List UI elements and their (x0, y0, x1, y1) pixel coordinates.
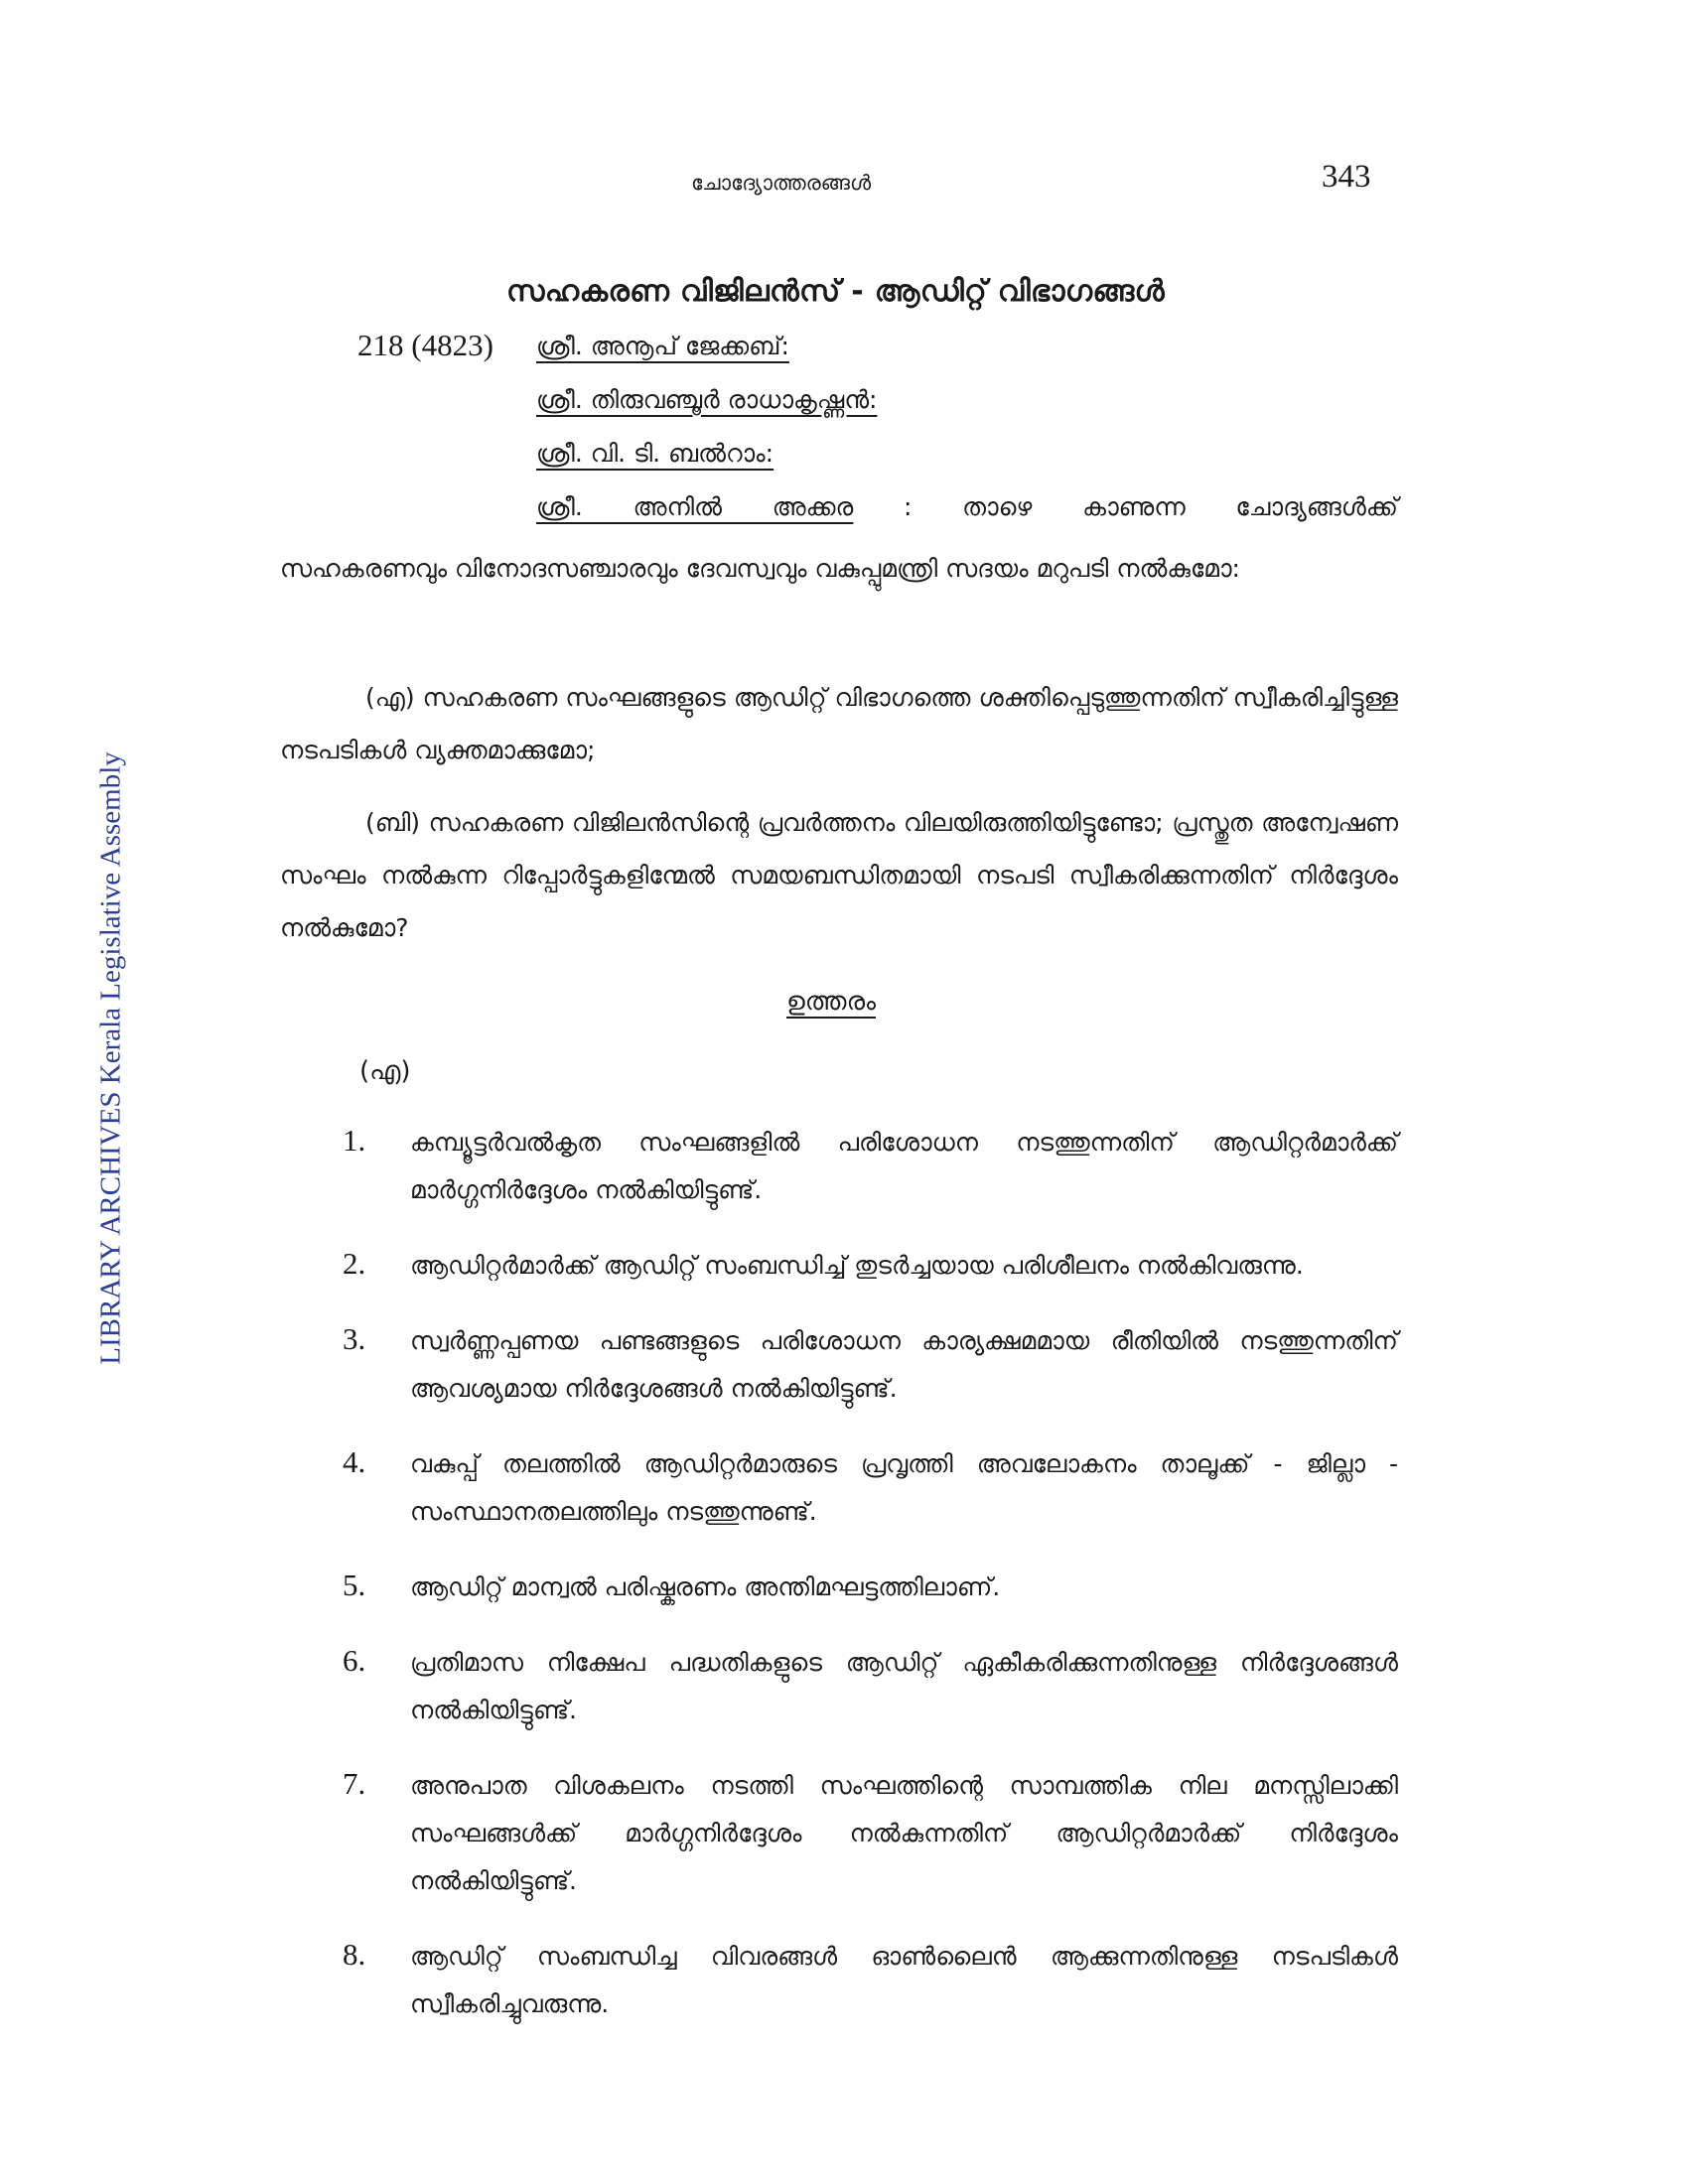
list-item-text: അനുപാത വിശകലനം നടത്തി സംഘത്തിന്റെ സാമ്പത്തിക നില മനസ്സിലാക്കി സംഘങ്ങൾക്ക് മാർഗ്ഗനിർദ്ദേശം നൽകുന്നതിന് ആഡിറ്റർമാർക്ക് നിർദ്ദേശം നൽകിയിട്ടുണ്ട്. (410, 1771, 1398, 1895)
answer-sub-label: (എ) (359, 1056, 411, 1086)
list-item (343, 1440, 1398, 1536)
list-item-number: 3. (343, 1321, 366, 1356)
list-item (343, 1762, 1398, 1905)
member-name-3: ശ്രീ. വി. ടി. ബൽറാം: (536, 439, 774, 468)
list-item-number: 2. (343, 1246, 366, 1281)
question-number: 218 (4823) (357, 328, 493, 362)
answer-list (343, 1119, 1398, 2056)
member-name-4: ശ്രീ. അനിൽ അക്കര (536, 492, 854, 521)
archive-watermark: LIBRARY ARCHIVES Kerala Legislative Assembly (94, 751, 127, 1365)
list-item-number: 5. (343, 1568, 366, 1602)
list-item-number: 7. (343, 1766, 366, 1801)
list-item (343, 1317, 1398, 1413)
list-item-number: 4. (343, 1444, 366, 1479)
list-item-text: ആഡിറ്റ് സംബന്ധിച്ച വിവരങ്ങൾ ഓൺലൈൻ ആക്കുന്നതിനുള്ള നടപടികൾ സ്വീകരിച്ചുവരുന്നു. (410, 1942, 1398, 2018)
list-item-number: 1. (343, 1123, 366, 1158)
list-item-text: കമ്പ്യൂട്ടർവൽകൃത സംഘങ്ങളിൽ പരിശോധന നടത്തുന്നതിന് ആഡിറ്റർമാർക്ക് മാർഗ്ഗനിർദ്ദേശം നൽകിയിട്ടുണ്ട്. (410, 1128, 1398, 1204)
member-name-1: ശ്രീ. അനൂപ് ജേക്കബ്: (536, 332, 789, 360)
list-item-text: പ്രതിമാസ നിക്ഷേപ പദ്ധതികളുടെ ആഡിറ്റ് ഏകീകരിക്കുന്നതിനുള്ള നിർദ്ദേശങ്ങൾ നൽകിയിട്ടുണ്ട്. (410, 1648, 1398, 1724)
intro-continuation: സഹകരണവും വിനോദസഞ്ചാരവും ദേവസ്വവും വകുപ്പുമന്ത്രി സദയം മറുപടി നൽകുമോ: (280, 554, 1240, 583)
intro-lead: : താഴെ കാണുന്ന ചോദ്യങ്ങൾക്ക് (904, 492, 1398, 521)
list-item (343, 1639, 1398, 1734)
list-item (343, 1119, 1398, 1214)
list-item-number: 8. (343, 1937, 366, 1972)
running-header-title: ചോദ്യോത്തരങ്ങൾ (691, 171, 872, 195)
list-item-text: വകുപ്പ് തലത്തിൽ ആഡിറ്റർമാരുടെ പ്രവൃത്തി അവലോകനം താലൂക്ക് - ജില്ലാ - സംസ്ഥാനതലത്തിലും നടത്തുന്നുണ്ട്. (410, 1449, 1398, 1526)
member-name-2: ശ്രീ. തിരുവഞ്ചൂർ രാധാകൃഷ്ണൻ: (536, 385, 878, 414)
list-item-number: 6. (343, 1643, 366, 1678)
list-item (343, 1933, 1398, 2028)
question-part-a: (എ) സഹകരണ സംഘങ്ങളുടെ ആഡിറ്റ് വിഭാഗത്തെ ശക്തിപ്പെടുത്തുന്നതിന് സ്വീകരിച്ചിട്ടുള്ള നടപടികൾ വ്യക്തമാക്കുമോ; (280, 683, 1398, 764)
question-part-b: (ബി) സഹകരണ വിജിലൻസിന്റെ പ്രവർത്തനം വിലയിരുത്തിയിട്ടുണ്ടോ; പ്രസ്തുത അന്വേഷണ സംഘം നൽകുന്ന റിപ്പോർട്ടുകളിന്മേൽ സമയബന്ധിതമായി നടപടി സ്വീകരിക്കുന്നതിന് നിർദ്ദേശം നൽകുമോ? (280, 808, 1398, 942)
list-item-text: ആഡിറ്റർമാർക്ക് ആഡിറ്റ് സംബന്ധിച്ച് തുടർച്ചയായ പരിശീലനം നൽകിവരുന്നു. (410, 1251, 1304, 1280)
list-item (343, 1242, 1398, 1290)
list-item-text: ആഡിറ്റ് മാന്വൽ പരിഷ്കരണം അന്തിമഘട്ടത്തിലാണ്. (410, 1572, 1001, 1601)
intro-line (536, 492, 1398, 522)
list-item-text: സ്വർണ്ണപ്പണയ പണ്ടങ്ങളുടെ പരിശോധന കാര്യക്ഷമമായ രീതിയിൽ നടത്തുന്നതിന് ആവശ്യമായ നിർദ്ദേശങ്ങൾ നൽകിയിട്ടുണ്ട്. (410, 1326, 1398, 1403)
answer-heading: ഉത്തരം (786, 987, 876, 1017)
page-number: 343 (1322, 159, 1371, 195)
list-item (343, 1564, 1398, 1611)
page-title: സഹകരണ വിജിലൻസ് - ആഡിറ്റ് വിഭാഗങ്ങൾ (506, 274, 1165, 309)
